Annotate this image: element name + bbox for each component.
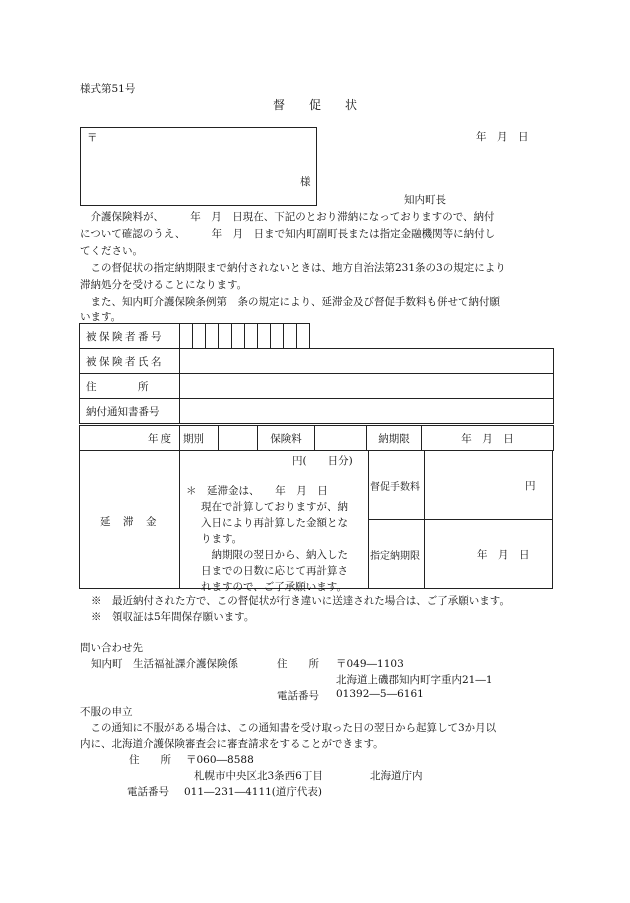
fiscal-year-label: 年度 — [80, 426, 180, 451]
address-box — [80, 127, 317, 206]
contact-postal: 〒049―1103 — [336, 658, 404, 670]
insured-number-digit — [284, 324, 297, 349]
due-date-label: 納期限 — [367, 426, 422, 451]
note-line: ※ 最近納付された方で、この督促状が行き違いに送達された場合は、ご了承願います。 — [91, 595, 510, 607]
contact-addr-label: 住 所 — [277, 658, 319, 670]
para2-line1: この督促状の指定納期限まで納付されないときは、地方自治法第231条の3の規定により — [80, 262, 506, 274]
notice-number-label: 納付通知書番号 — [80, 399, 180, 424]
late-fee-label: 延 滞 金 — [100, 516, 158, 528]
due-date-value: 年 月 日 — [422, 426, 554, 451]
insured-number-digit — [219, 324, 232, 349]
appeal-address: 札幌市中央区北3条西6丁目 — [194, 770, 323, 782]
contact-heading: 問い合わせ先 — [80, 642, 143, 654]
note-line: ※ 領収証は5年間保存願います。 — [91, 611, 255, 623]
reminder-fee-cell — [369, 450, 553, 520]
insured-number-digit — [271, 324, 284, 349]
insured-number-digit — [206, 324, 219, 349]
page-title: 督 促 状 — [273, 98, 358, 112]
late-fee-note-line: ＊ 延滞金は、 年 月 日 — [186, 485, 328, 497]
period-value — [219, 426, 258, 451]
reminder-fee-yen: 円 — [525, 480, 536, 492]
para1-line1: 介護保険料が、 年 月 日現在、下記のとおり滞納になっておりますので、納付 — [80, 211, 495, 223]
late-fee-note-line: ります。 — [201, 533, 243, 545]
appeal-text-line: この通知に不服がある場合は、この通知書を受け取った日の翌日から起算して3か月以 — [80, 722, 497, 734]
late-fee-note-line: 納期限の翌日から、納入した — [201, 549, 348, 561]
para2-line2: 滞納処分を受けることになります。 — [80, 279, 248, 291]
para3-line2: います。 — [80, 311, 122, 323]
reminder-fee-label: 督促手数料 — [370, 482, 420, 493]
contact-address: 北海道上磯郡知内町字重内21―1 — [336, 674, 493, 686]
premium-value — [315, 426, 367, 451]
insured-table — [79, 323, 554, 424]
period-table — [79, 425, 554, 451]
insured-name-value — [180, 349, 554, 374]
para1-line3: てください。 — [80, 245, 143, 257]
insured-number-digit — [258, 324, 271, 349]
notice-number-value — [180, 399, 554, 424]
appeal-postal: 〒060―8588 — [186, 754, 254, 766]
form-number: 様式第51号 — [80, 83, 136, 95]
insured-number-digit — [193, 324, 206, 349]
designated-due-label: 指定納期限 — [370, 551, 420, 562]
appeal-addr-label: 住 所 — [129, 754, 171, 766]
postal-mark: 〒 — [87, 132, 98, 144]
appeal-text-line: 内に、北海道介護保険審査会に審査請求をすることができます。 — [80, 738, 384, 750]
sama-label: 様 — [300, 176, 311, 188]
late-fee-detail-cell — [180, 450, 369, 593]
issuer: 知内町長 — [404, 194, 446, 206]
blank-cell — [310, 324, 554, 349]
appeal-tel: 011―231―4111(道庁代表) — [184, 786, 322, 798]
address-value — [180, 374, 554, 399]
late-fee-block — [79, 450, 553, 593]
late-fee-note-line: 日までの日数に応じて再計算さ — [201, 565, 348, 577]
late-fee-note-line: 入日により再計算した金額とな — [201, 517, 348, 529]
late-fee-note-line: れますので、ご了承願います。 — [201, 581, 347, 593]
insured-number-digit — [297, 324, 310, 349]
contact-dept: 知内町 生活福祉課介護保険係 — [91, 658, 238, 670]
premium-label: 保険料 — [258, 426, 315, 451]
insured-number-digit — [232, 324, 245, 349]
contact-tel: 01392―5―6161 — [336, 688, 424, 700]
address-label: 住 所 — [80, 374, 180, 399]
insured-number-digit — [180, 324, 193, 349]
para3-line1: また、知内町介護保険条例第 条の規定により、延滞金及び督促手数料も併せて納付願 — [80, 296, 500, 308]
appeal-office: 北海道庁内 — [370, 770, 423, 782]
late-fee-label-cell — [80, 450, 180, 588]
designated-due-cell — [369, 520, 553, 588]
insured-number-label: 被保険者番号 — [80, 324, 180, 349]
para1-line2: について確認のうえ、 年 月 日まで知内町副町長または指定金融機関等に納付し — [80, 228, 496, 240]
late-fee-note-line: 現在で計算しておりますが、納 — [201, 501, 348, 513]
appeal-tel-label: 電話番号 — [127, 786, 169, 798]
period-label: 期別 — [180, 426, 219, 451]
issue-date: 年 月 日 — [476, 131, 529, 143]
designated-due-value: 年 月 日 — [477, 549, 530, 561]
insured-name-label: 被保険者氏名 — [80, 349, 180, 374]
contact-tel-label: 電話番号 — [277, 690, 319, 702]
late-fee-yen-days: 円( 日分) — [292, 455, 353, 467]
appeal-heading: 不服の申立 — [80, 706, 133, 718]
insured-number-digit — [245, 324, 258, 349]
